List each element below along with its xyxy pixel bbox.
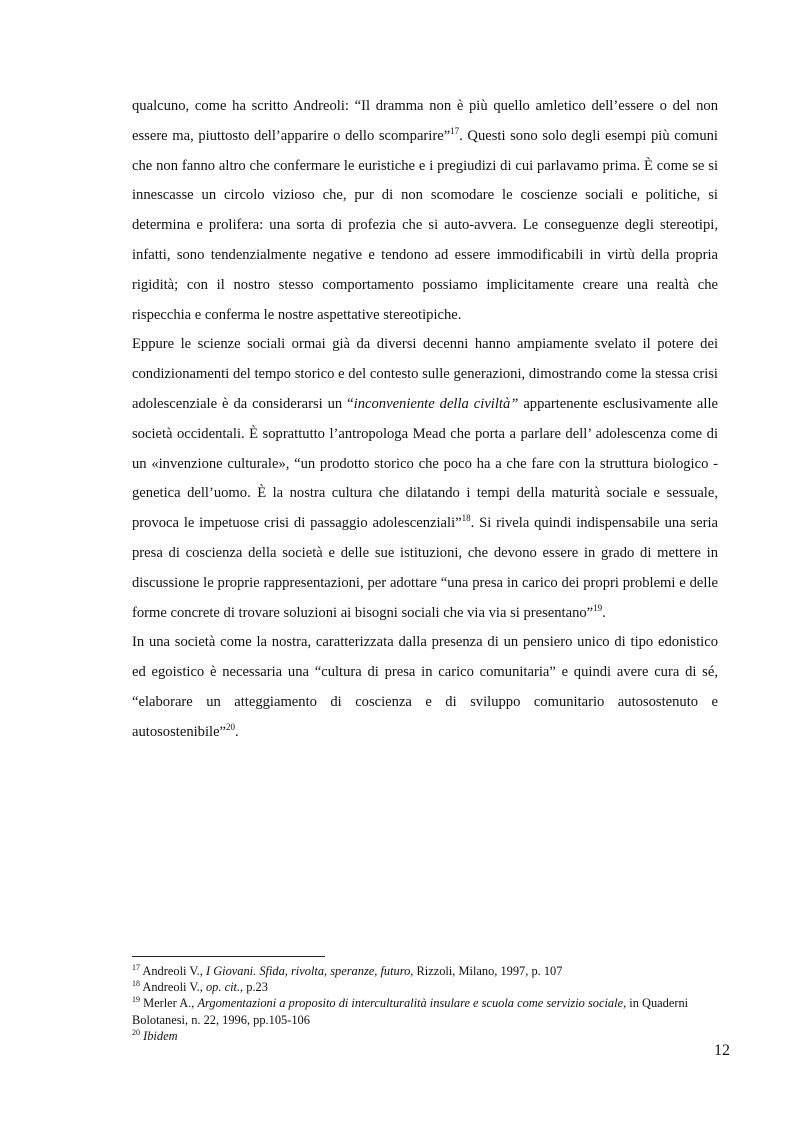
footnote: [132, 979, 718, 995]
text-run: qualcuno, come ha scritto Andreoli: “Il dramma non è più quello amletico dell’essere o del non essere ma, piuttosto dell’apparire o dello scomparire”: [132, 98, 718, 144]
footnotes: [132, 963, 718, 1044]
body-text: [132, 92, 718, 748]
footnote-reference: 18: [461, 513, 471, 524]
text-run: Andreoli V.,: [140, 980, 206, 995]
text-run: Merler A.,: [140, 996, 198, 1011]
text-run: , in Quaderni Bolotanesi, n. 22, 1996, pp.105-106: [132, 996, 689, 1027]
footnote-number: 19: [132, 995, 140, 1005]
text-run: .: [602, 604, 606, 621]
paragraph: [132, 628, 718, 747]
italic-run: inconveniente della civiltà”: [353, 395, 519, 412]
italic-run: op. cit.,: [205, 980, 244, 995]
text-run: Andreoli V.,: [140, 964, 206, 978]
paragraph: [132, 92, 718, 330]
page-number: 12: [714, 1042, 730, 1059]
footnote: [132, 963, 718, 979]
footnote: [132, 1028, 718, 1044]
text-run: Eppure le scienze sociali ormai già da diversi decenni hanno ampiamente svelato il potere dei condizionamenti del tempo storico e del contesto sulle generazioni, dimostrando come la stessa crisi adolescenziale è da considerarsi un “: [132, 336, 718, 412]
text-run: p.23: [243, 980, 268, 995]
text-run: . Si rivela quindi indispensabile una seria presa di coscienza della società e delle sue istituzioni, che devono essere in grado di mettere in discussione le proprie rappresentazioni, per adottare “una presa in carico dei propri problemi e delle forme concrete di trovare soluzioni ai bisogni sociali che via via si presentano”: [132, 515, 719, 621]
footnote-number: 17: [132, 962, 140, 972]
text-run: .: [235, 723, 239, 740]
text-run: appartenente esclusivamente alle società occidentali. È soprattutto l’antropologa Mead che porta a parlare dell’ adolescenza come di un «invenzione culturale», “un prodotto storico che poco ha a che fare con la struttura biologico - genetica dell’uomo. È la nostra cultura che dilatando i tempi della maturità sociale e sessuale, provoca le impetuose crisi di passaggio adolescenziali”: [132, 395, 718, 532]
italic-run: Argomentazioni a proposito di interculturalità insulare e scuola come servizio sociale: [197, 996, 624, 1011]
text-run: Rizzoli, Milano, 1997, p. 107: [413, 964, 563, 978]
text-run: In una società come la nostra, caratterizzata dalla presenza di un pensiero unico di tipo edonistico ed egoistico è necessaria una “cultura di presa in carico comunitaria” e quindi avere cura di sé, “elaborare un atteggiamento di coscienza e di sviluppo comunitario autosostenuto e autosostenibile”: [132, 634, 718, 740]
paragraph: [132, 330, 718, 628]
footnote-reference: 17: [450, 125, 460, 136]
footnote-number: 18: [132, 979, 140, 989]
footnote-reference: 20: [226, 721, 236, 732]
italic-run: Ibidem: [143, 1028, 178, 1043]
footnote: [132, 995, 718, 1027]
italic-run: I Giovani. Sfida, rivolta, speranze, futuro,: [205, 964, 414, 978]
footnote-separator: [132, 956, 325, 957]
footnote-number: 20: [132, 1027, 140, 1037]
text-run: . Questi sono solo degli esempi più comuni che non fanno altro che confermare le euristiche e i pregiudizi di cui parlavamo prima. È come se si innescasse un circolo vizioso che, pur di non scomodare le coscienze sociali e politiche, si determina e prolifera: una sorta di profezia che si auto-avvera. Le conseguenze degli stereotipi, infatti, sono tendenzialmente negative e tendono ad essere immodificabili in virtù della propria rigidità; con il nostro stesso comportamento possiamo implicitamente creare una realtà che rispecchia e conferma le nostre aspettative stereotipiche.: [132, 127, 718, 323]
footnote-reference: 19: [593, 602, 603, 613]
